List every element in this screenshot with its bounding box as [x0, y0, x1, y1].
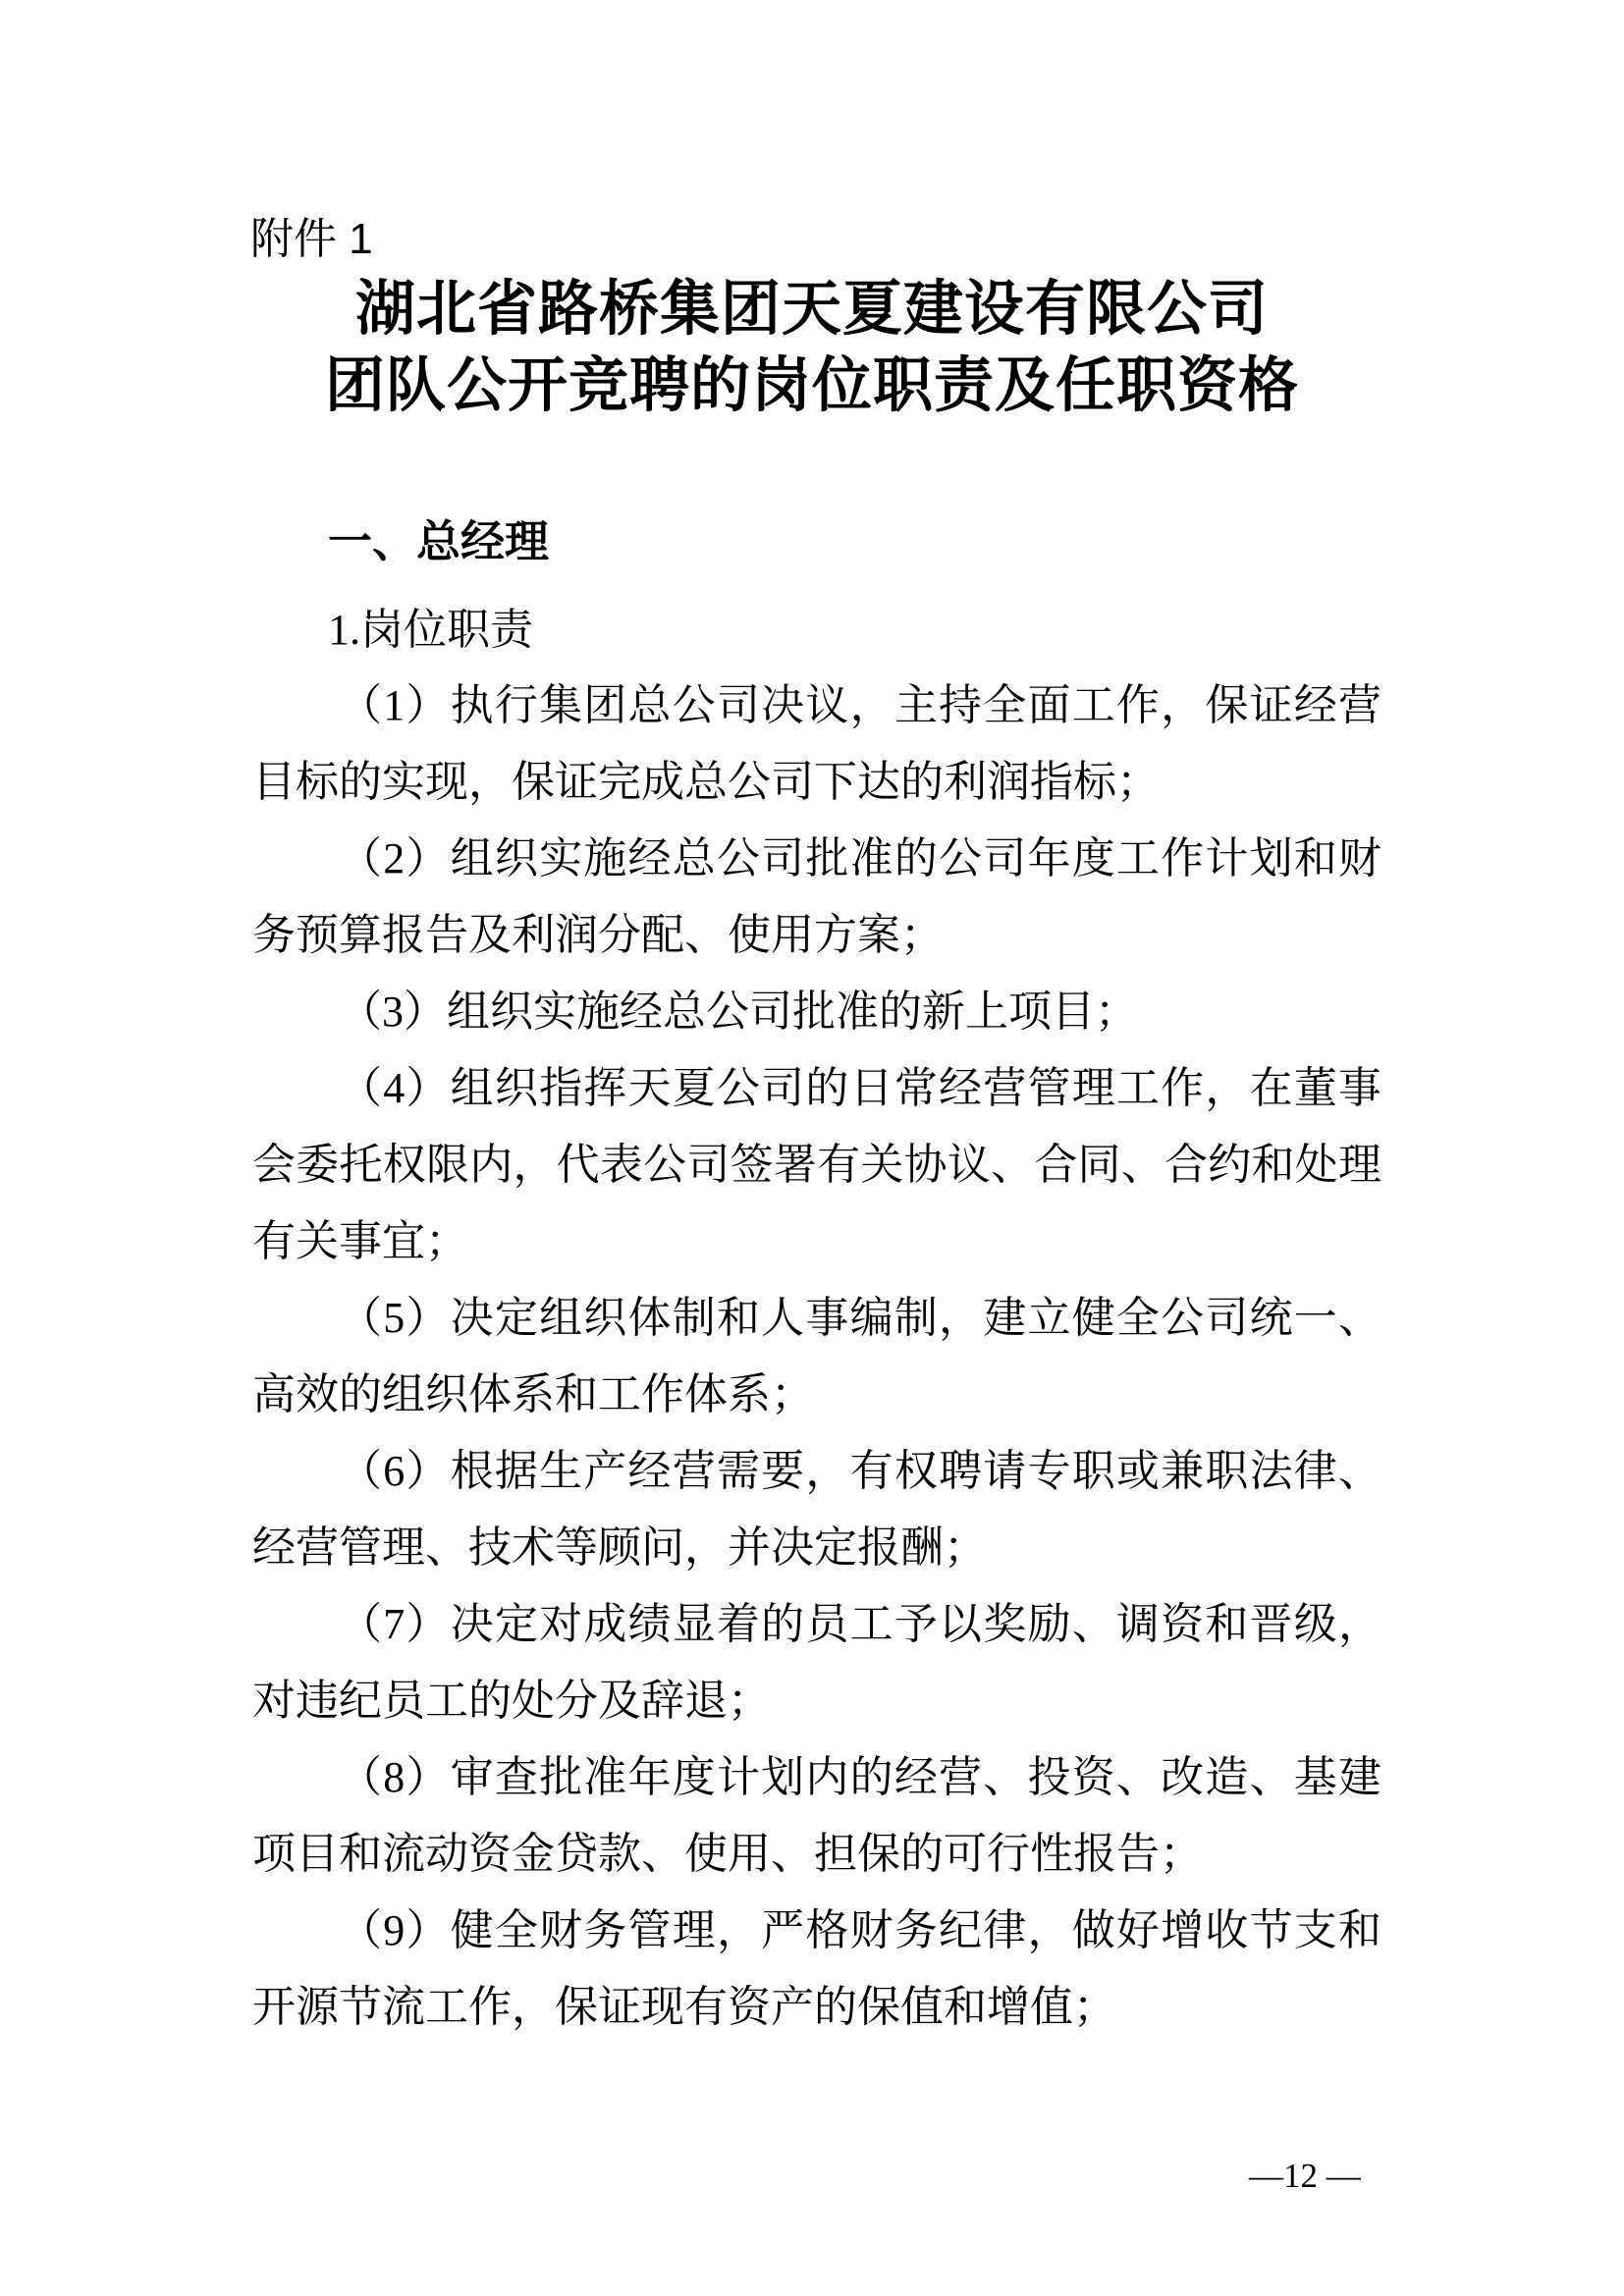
attachment-label: 附件 1 [250, 215, 373, 263]
document-title-line1: 湖北省路桥集团天夏建设有限公司 [354, 277, 1269, 343]
body-paragraph: （8）审查批准年度计划内的经营、投资、改造、基建项目和流动资金贷款、使用、担保的可行性报告； [252, 1753, 1381, 1878]
document-title-line2: 团队公开竞聘的岗位职责及任职资格 [324, 353, 1299, 419]
body-paragraph: （6）根据生产经营需要，有权聘请专职或兼职法律、经营管理、技术等顾问，并决定报酬； [252, 1447, 1381, 1572]
document-title [0, 272, 1624, 425]
body-text [252, 667, 1381, 2046]
body-paragraph: （3）组织实施经总公司批准的新上项目； [339, 988, 1138, 1036]
body-paragraph: （5）决定组织体制和人事编制，建立健全公司统一、高效的组织体系和工作体系； [252, 1294, 1381, 1418]
body-paragraph: （9）健全财务管理，严格财务纪律，做好增收节支和开源节流工作，保证现有资产的保值和增值； [252, 1906, 1381, 2031]
sub-section-heading: 1.岗位职责 [328, 606, 533, 654]
body-paragraph: （7）决定对成绩显着的员工予以奖励、调资和晋级，对违纪员工的处分及辞退； [252, 1600, 1381, 1725]
page-number: —12 — [1249, 2157, 1361, 2195]
body-paragraph: （4）组织指挥天夏公司的日常经营管理工作，在董事会委托权限内，代表公司签署有关协议、合同、合约和处理有关事宜； [252, 1064, 1381, 1265]
body-paragraph: （2）组织实施经总公司批准的公司年度工作计划和财务预算报告及利润分配、使用方案； [252, 834, 1381, 959]
section-heading: 一、总经理 [328, 516, 550, 566]
body-paragraph: （1）执行集团总公司决议，主持全面工作，保证经营目标的实现，保证完成总公司下达的利润指标； [252, 681, 1381, 806]
